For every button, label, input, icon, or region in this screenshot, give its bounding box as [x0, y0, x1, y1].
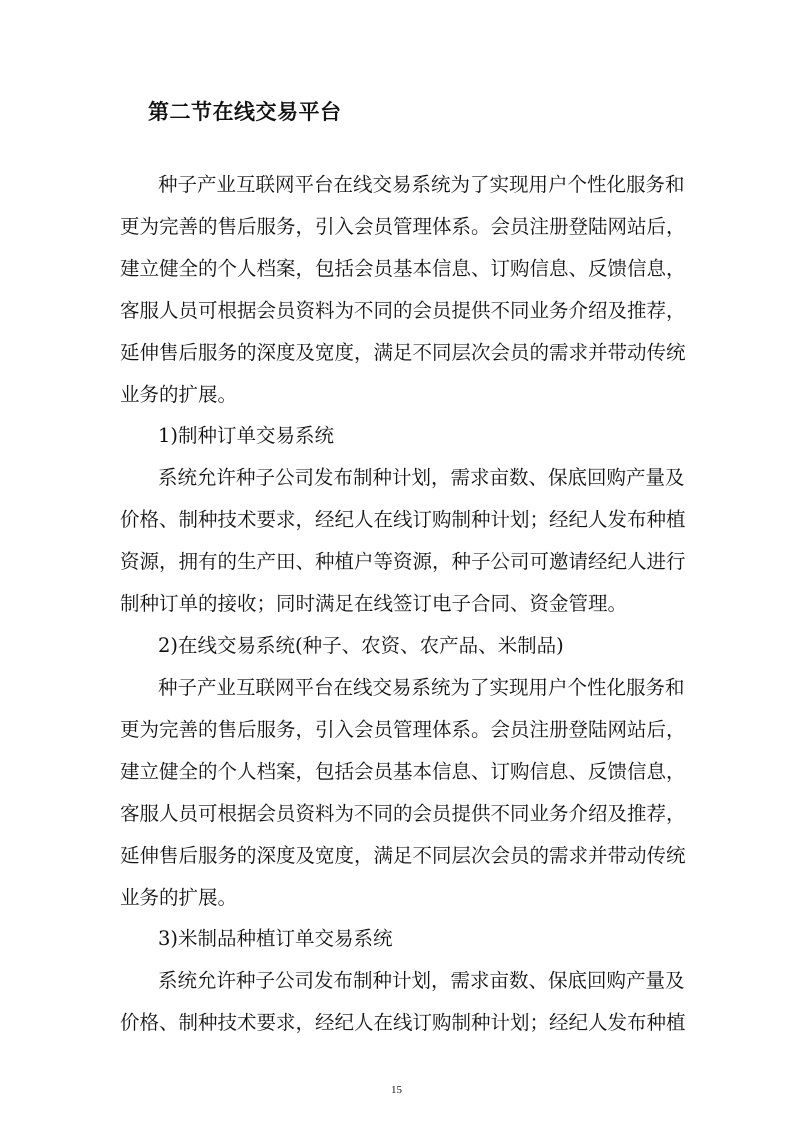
paragraph-line: 价格、制种技术要求，经纪人在线订购制种计划；经纪人发布种植	[120, 508, 686, 531]
paragraph-line: 建立健全的个人档案，包括会员基本信息、订购信息、反馈信息，	[120, 760, 686, 783]
paragraph-line: 价格、制种技术要求，经纪人在线订购制种计划；经纪人发布种植	[120, 1011, 686, 1034]
subsection-heading: 3)米制品种植订单交易系统	[158, 927, 393, 950]
paragraph-line: 建立健全的个人档案，包括会员基本信息、订购信息、反馈信息，	[120, 257, 686, 280]
paragraph-line: 业务的扩展。	[120, 886, 238, 909]
paragraph-line: 客服人员可根据会员资料为不同的会员提供不同业务介绍及推荐，	[120, 802, 686, 825]
section-title: 第二节在线交易平台	[148, 100, 342, 124]
paragraph-line: 更为完善的售后服务，引入会员管理体系。会员注册登陆网站后，	[120, 215, 686, 238]
paragraph-line: 客服人员可根据会员资料为不同的会员提供不同业务介绍及推荐，	[120, 299, 686, 322]
page-number: 15	[391, 1084, 402, 1096]
paragraph-line: 延伸售后服务的深度及宽度，满足不同层次会员的需求并带动传统	[120, 341, 686, 364]
paragraph-line: 更为完善的售后服务，引入会员管理体系。会员注册登陆网站后，	[120, 718, 686, 741]
subsection-heading: 1)制种订单交易系统	[158, 424, 335, 447]
paragraph-line: 系统允许种子公司发布制种计划，需求亩数、保底回购产量及	[158, 466, 685, 489]
paragraph-line: 延伸售后服务的深度及宽度，满足不同层次会员的需求并带动传统	[120, 844, 686, 867]
paragraph-line: 制种订单的接收；同时满足在线签订电子合同、资金管理。	[120, 592, 628, 615]
paragraph-line: 种子产业互联网平台在线交易系统为了实现用户个性化服务和	[158, 173, 685, 196]
paragraph-line: 种子产业互联网平台在线交易系统为了实现用户个性化服务和	[158, 676, 685, 699]
subsection-heading: 2)在线交易系统(种子、农资、农产品、米制品)	[158, 634, 564, 657]
paragraph-line: 系统允许种子公司发布制种计划，需求亩数、保底回购产量及	[158, 969, 685, 992]
paragraph-line: 业务的扩展。	[120, 383, 238, 406]
paragraph-line: 资源，拥有的生产田、种植户等资源，种子公司可邀请经纪人进行	[120, 550, 686, 573]
